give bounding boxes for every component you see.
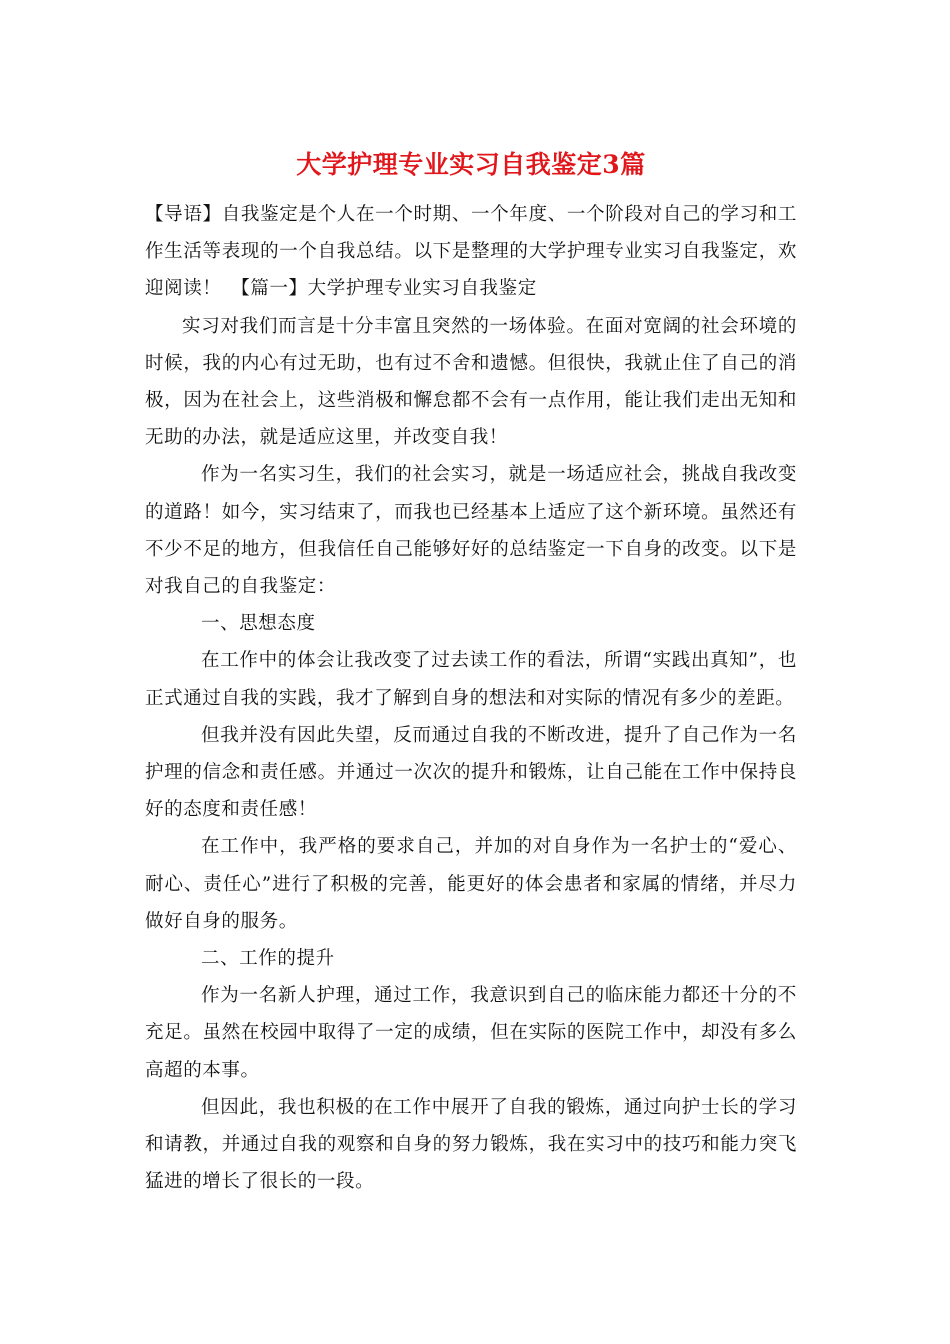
body-paragraph-8: 作为一名新人护理，通过工作，我意识到自己的临床能力都还十分的不充足。虽然在校园中取得了一定的成绩，但在实际的医院工作中，却没有多么高超的本事。: [145, 985, 797, 1081]
document-title: 大学护理专业实习自我鉴定3篇: [296, 150, 646, 179]
document-body: [145, 148, 797, 1200]
section-heading-thought-attitude: 一、思想态度: [201, 613, 316, 635]
body-paragraph-6: 在工作中，我严格的要求自己，并加的对自身作为一名护士的“爱心、耐心、责任心”进行了积极的完善，能更好的体会患者和家属的情绪，并尽力做好自身的服务。: [145, 836, 797, 932]
intro-paragraph: 【导语】自我鉴定是个人在一个时期、一个年度、一个阶段对自己的学习和工作生活等表现的一个自我总结。以下是整理的大学护理专业实习自我鉴定，欢迎阅读！ 【篇一】大学护理专业实习自我鉴定: [145, 204, 797, 300]
body-paragraph-2: 作为一名实习生，我们的社会实习，就是一场适应社会，挑战自我改变的道路！如今，实习结束了，而我也已经基本上适应了这个新环境。虽然还有不少不足的地方，但我信任自己能够好好的总结鉴定一下自身的改变。以下是对我自己的自我鉴定：: [145, 464, 797, 598]
section-heading-work-improvement: 二、工作的提升: [201, 948, 335, 970]
body-paragraph-1: 实习对我们而言是十分丰富且突然的一场体验。在面对宽阔的社会环境的时候，我的内心有过无助，也有过不舍和遗憾。但很快，我就止住了自己的消极，因为在社会上，这些消极和懈怠都不会有一点作用，能让我们走出无知和无助的办法，就是适应这里，并改变自我！: [145, 315, 797, 449]
body-paragraph-4: 在工作中的体会让我改变了过去读工作的看法，所谓“实践出真知”，也正式通过自我的实践，我才了解到自身的想法和对实际的情况有多少的差距。: [145, 650, 797, 709]
body-paragraph-9: 但因此，我也积极的在工作中展开了自我的锻炼，通过向护士长的学习和请教，并通过自我的观察和自身的努力锻炼，我在实习中的技巧和能力突飞猛进的增长了很长的一段。: [145, 1096, 797, 1193]
body-paragraph-5: 但我并没有因此失望，反而通过自我的不断改进，提升了自己作为一名护理的信念和责任感。并通过一次次的提升和锻炼，让自己能在工作中保持良好的态度和责任感！: [145, 724, 797, 821]
